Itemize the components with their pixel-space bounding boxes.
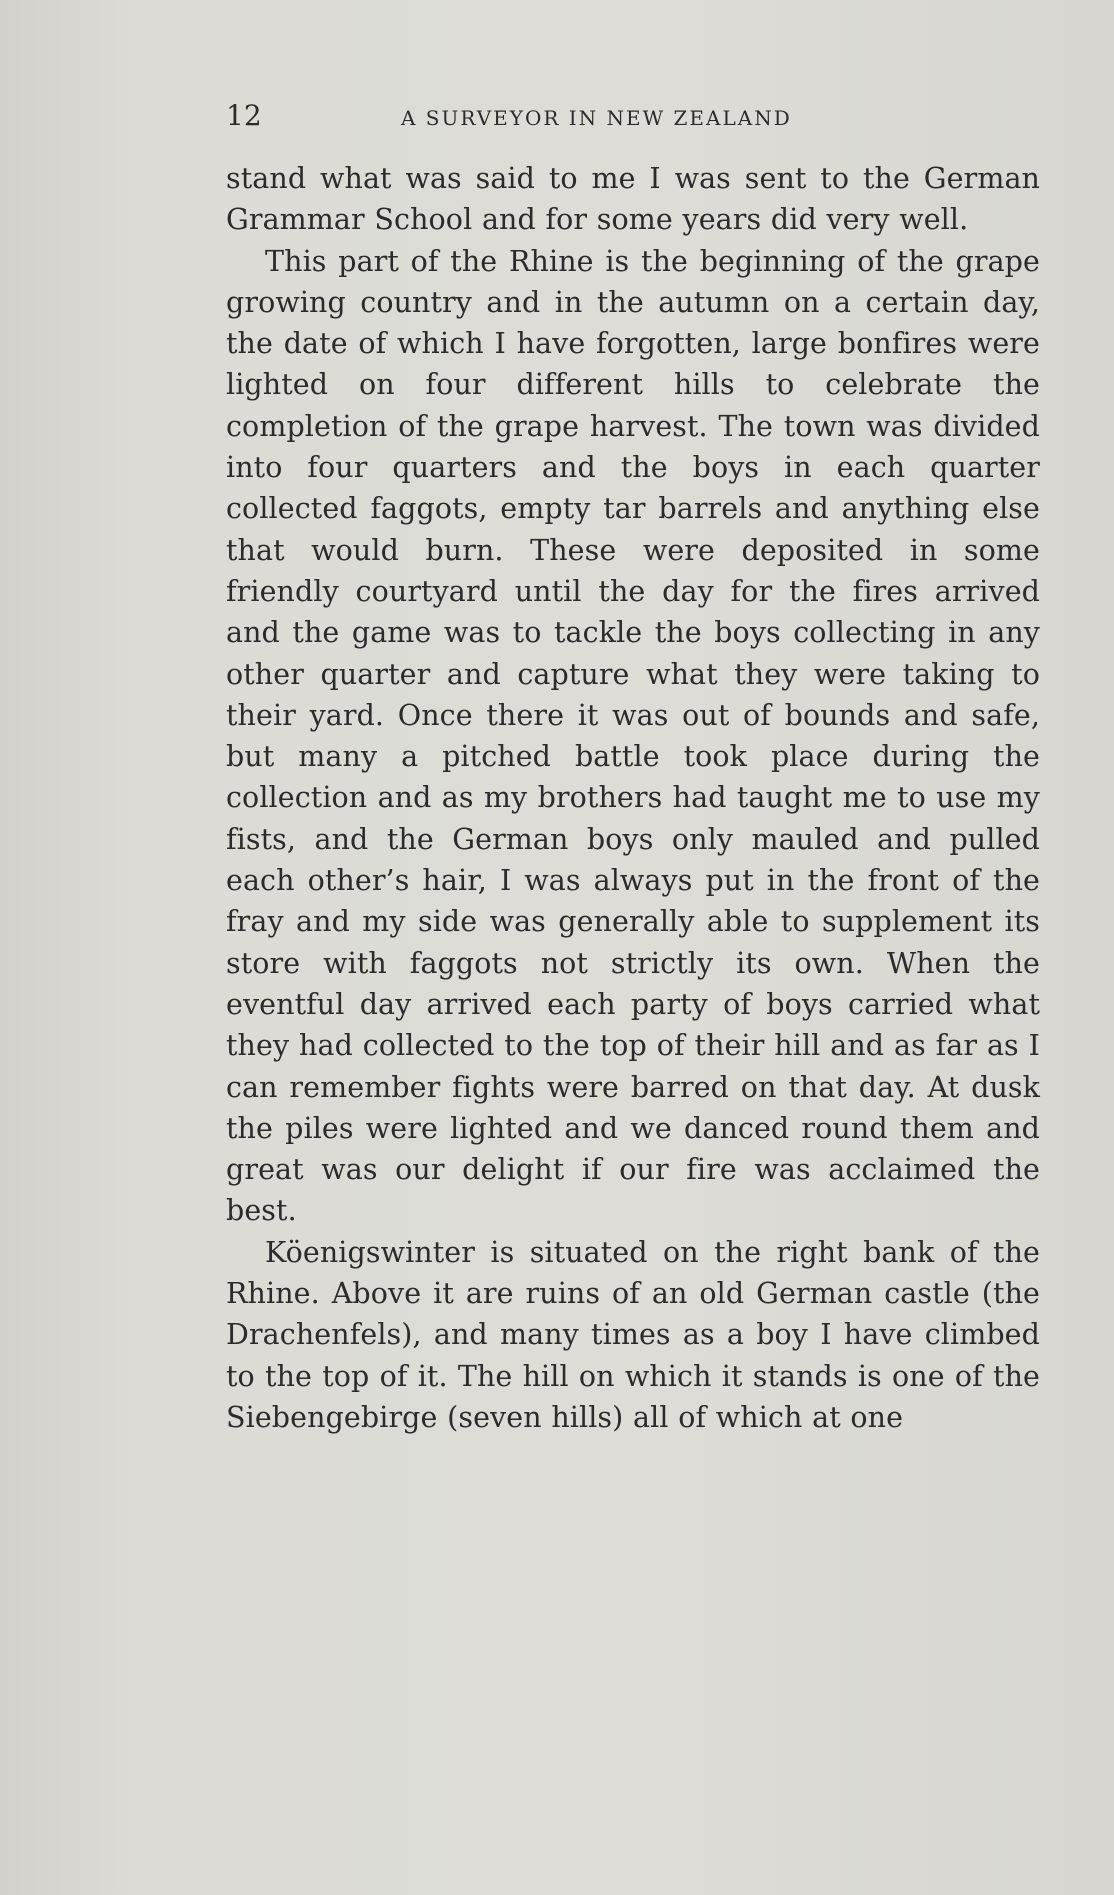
paragraph-koenigswinter: Köenigswinter is situated on the right bank of the Rhine. Above it are ruins of an old German castle (the Drachenfels), and many times as a boy I have climbed to the top of it. The hill on which it stands is one of the Siebengebirge (seven hills) all of which at one [226,1235,1040,1434]
page-number: 12 [226,99,262,132]
running-title: A SURVEYOR IN NEW ZEALAND [401,106,792,130]
body-text [226,158,1040,1438]
running-head [226,96,1040,136]
book-page [226,96,1040,1438]
paragraph-continuation: stand what was said to me I was sent to the German Grammar School and for some years did very well. [226,162,1040,237]
paragraph-bonfires: This part of the Rhine is the beginning of the grape growing country and in the autumn on a certain day, the date of which I have forgotten, large bonfires were lighted on four different hills to celebrate the completion of the grape harvest. The town was divided into four quarters and the boys in each quarter collected faggots, empty tar barrels and anything else that would burn. These were deposited in some friendly courtyard until the day for the fires arrived and the game was to tackle the boys collecting in any other quarter and capture what they were taking to their yard. Once there it was out of bounds and safe, but many a pitched battle took place during the collection and as my brothers had taught me to use my fists, and the German boys only mauled and pulled each other’s hair, I was always put in the front of the fray and my side was generally able to supplement its store with faggots not strictly its own. When the eventful day arrived each party of boys carried what they had collected to the top of their hill and as far as I can remember fights were barred on that day. At dusk the piles were lighted and we danced round them and great was our delight if our fire was acclaimed the best. [226,244,1040,1228]
